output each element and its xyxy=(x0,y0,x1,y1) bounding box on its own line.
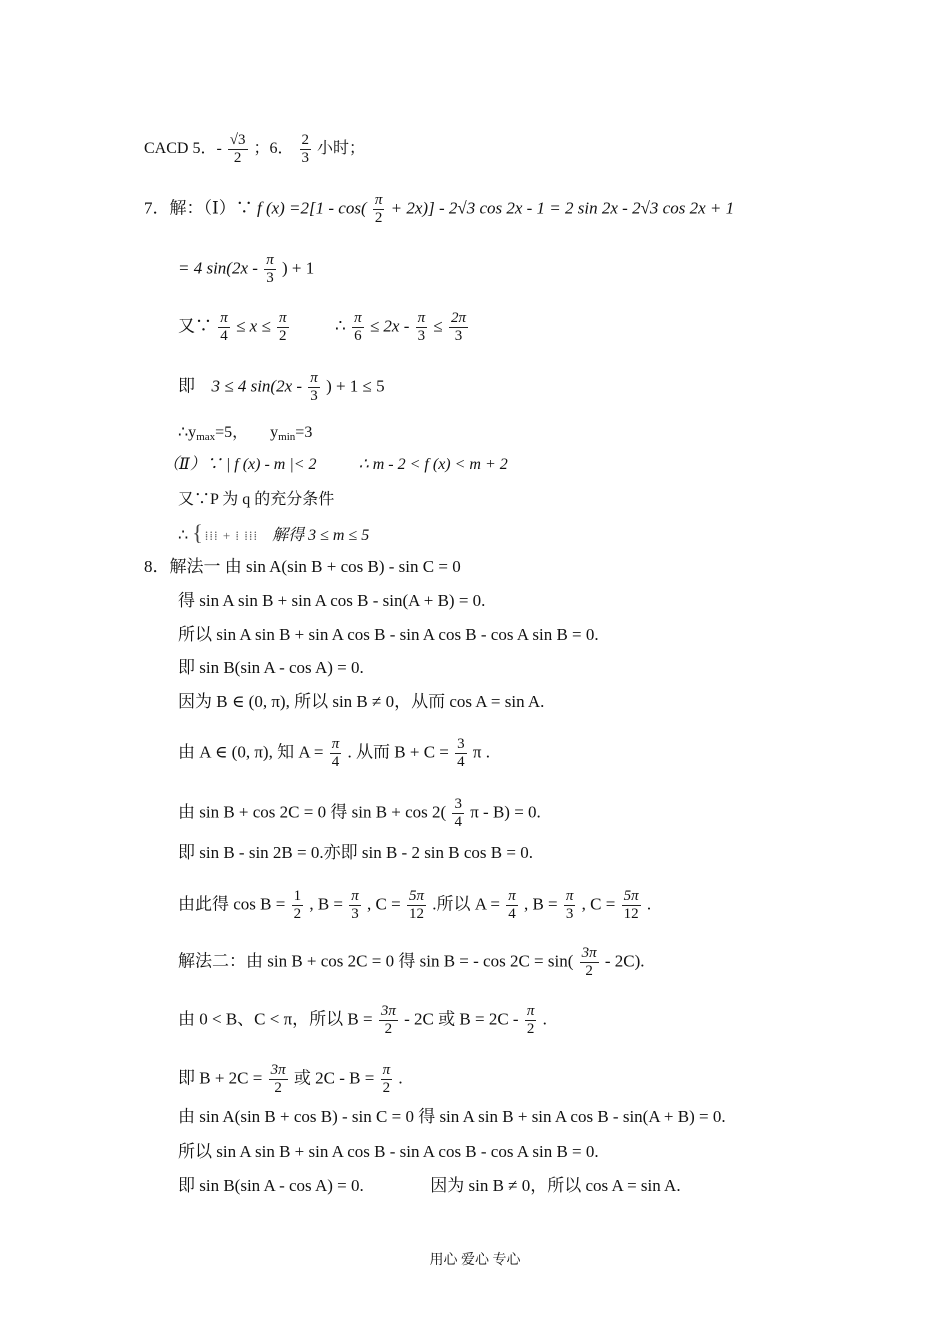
three-denominator: 3 xyxy=(417,328,426,344)
q7-line2 xyxy=(178,252,314,287)
part2-tail: ∴ m - 2 < f (x) < m + 2 xyxy=(358,456,508,473)
q8-m4-c: . xyxy=(398,1068,403,1088)
q8-method2-line4 xyxy=(178,1107,726,1127)
q8-l6-b: . 从而 B + C = xyxy=(347,742,449,762)
q8-l9-e: , B = xyxy=(523,894,558,914)
q8-l8: 即 sin B - sin 2B = 0.亦即 sin B - 2 sin B cos B = 0. xyxy=(178,843,533,862)
q8-l9-c: , C = xyxy=(367,894,401,914)
answers-prefix: CACD 5．- xyxy=(144,140,222,158)
three-denominator: 3 xyxy=(454,328,463,344)
three-denominator: 3 xyxy=(266,270,274,286)
pi-numerator: π xyxy=(565,888,574,904)
q8-l9-b: , B = xyxy=(309,894,344,914)
q8-m7-a: 即 sin B(sin A - cos A) = 0. xyxy=(178,1176,364,1195)
fraction-pi-over-3b xyxy=(416,310,428,345)
q8-method2-line5 xyxy=(178,1142,599,1162)
q5-numerator: √3 xyxy=(229,132,246,148)
q8-l4: 即 sin B(sin A - cos A) = 0. xyxy=(178,658,364,677)
q8-l1: 8．解法一 由 sin A(sin B + cos B) - sin C = 0 xyxy=(144,557,461,576)
fraction-pi-over-3e xyxy=(564,888,576,923)
q8-line9 xyxy=(178,888,651,923)
q8-l6-a: 由 A ∈ (0, π), 知 A = xyxy=(178,742,324,762)
q8-l9-g: . xyxy=(646,894,652,914)
fraction-3-over-4 xyxy=(455,736,467,771)
three-pi-numerator: 3π xyxy=(581,945,597,961)
q8-m3-a: 由 0 < B、C < π，所以 B = xyxy=(178,1009,373,1029)
ineq-a: 3 ≤ 4 sin(2x - xyxy=(211,376,303,396)
four-denominator: 4 xyxy=(454,814,462,830)
fraction-2pi-over-3 xyxy=(449,310,468,345)
q7-line3 xyxy=(178,310,470,345)
fraction-pi-over-4c xyxy=(506,888,518,923)
fraction-pi-over-3 xyxy=(264,252,276,287)
page-footer: 用心 爱心 专心 xyxy=(429,1253,521,1268)
ji-label: 即 xyxy=(178,376,195,396)
pi-numerator: π xyxy=(374,192,383,208)
pi-numerator: π xyxy=(354,310,362,326)
q8-line4 xyxy=(178,658,364,678)
q8-m2-b: - 2C). xyxy=(604,951,645,971)
q7-line4 xyxy=(178,370,385,405)
q8-line3 xyxy=(178,625,599,645)
three-pi-numerator: 3π xyxy=(380,1003,396,1019)
pi-numerator: π xyxy=(310,370,318,386)
three-denominator: 3 xyxy=(351,906,359,922)
q8-m3-c: . xyxy=(542,1009,547,1029)
ymin-label: y xyxy=(270,424,279,441)
pi-numerator: π xyxy=(417,310,426,326)
q8-m6: 所以 sin A sin B + sin A cos B - sin A cos B - cos A sin B = 0. xyxy=(178,1142,599,1161)
q8-m3-b: - 2C 或 B = 2C - xyxy=(404,1009,519,1029)
two-denominator: 2 xyxy=(382,1080,391,1096)
q8-l9-a: 由此得 cos B = xyxy=(178,894,286,914)
fraction-pi-over-4b xyxy=(330,736,342,771)
q8-method2-line3 xyxy=(178,1062,403,1097)
two-denominator: 2 xyxy=(384,1021,393,1037)
also-since: 又∵ xyxy=(178,316,212,336)
ymin-value: =3 xyxy=(295,424,313,441)
q7-line5-extrema xyxy=(178,423,312,447)
fraction-q5 xyxy=(228,132,248,167)
pi-numerator: π xyxy=(266,252,274,268)
fraction-3pi-over-2c xyxy=(269,1062,288,1097)
part2-head: （Ⅱ）∵ | f (x) - m |< 2 xyxy=(163,456,317,473)
q8-l9-f: , C = xyxy=(581,894,616,914)
four-denominator: 4 xyxy=(331,754,340,770)
q8-method2-line1 xyxy=(178,945,645,980)
conclude-tail: 解得 3 ≤ m ≤ 5 xyxy=(272,527,370,544)
three-denominator: 3 xyxy=(565,906,574,922)
ymax-value: =5， xyxy=(215,424,249,441)
q7-head: 7．解：（Ⅰ）∵ xyxy=(144,198,253,218)
two-denominator: 2 xyxy=(278,328,287,344)
fraction-1-over-2 xyxy=(292,888,304,923)
q8-l7-a: 由 sin B + cos 2C = 0 得 sin B + cos 2( xyxy=(178,802,447,822)
pi-numerator: π xyxy=(331,736,340,752)
q7-line1 xyxy=(144,192,734,227)
therefore-symbol: ∴ xyxy=(335,316,346,336)
twelve-denominator: 12 xyxy=(408,906,424,922)
range2-le: ≤ xyxy=(433,316,443,336)
fraction-pi-over-2d xyxy=(381,1062,393,1097)
fraction-pi-over-4 xyxy=(218,310,230,345)
two-pi-numerator: 2π xyxy=(451,310,467,326)
four-denominator: 4 xyxy=(508,906,516,922)
twelve-denominator: 12 xyxy=(623,906,639,922)
three-numerator: 3 xyxy=(457,736,465,752)
q7-conclusion xyxy=(178,520,370,546)
pi-numerator: π xyxy=(508,888,516,904)
q8-l6-c: π . xyxy=(472,742,490,762)
q8-l2: 得 sin A sin B + sin A cos B - sin(A + B) = 0. xyxy=(178,591,486,610)
range2-mid: ≤ 2x - xyxy=(369,316,410,336)
min-subscript: min xyxy=(278,431,296,443)
two-denominator: 2 xyxy=(526,1021,535,1037)
q7-expr-a: f (x) =2[1 - cos( xyxy=(256,198,367,218)
q5-denominator: 2 xyxy=(233,150,242,166)
ymax-label: ∴y xyxy=(178,424,197,441)
fraction-5pi-over-12 xyxy=(407,888,426,923)
fraction-pi-over-3d xyxy=(349,888,361,923)
left-brace-icon: { xyxy=(192,520,201,545)
fraction-pi-over-2b xyxy=(277,310,289,345)
fraction-q6 xyxy=(300,132,312,167)
six-denominator: 6 xyxy=(354,328,362,344)
q8-l3: 所以 sin A sin B + sin A cos B - sin A cos B - cos A sin B = 0. xyxy=(178,625,599,644)
four-denominator: 4 xyxy=(457,754,465,770)
q8-line5 xyxy=(178,692,544,712)
q7-part2 xyxy=(163,455,508,475)
five-pi-numerator: 5π xyxy=(623,888,639,904)
q7-eq2-a: = 4 sin(2x - xyxy=(178,258,258,278)
three-denominator: 3 xyxy=(310,388,318,404)
answers-mid: ；6． xyxy=(253,140,294,158)
fraction-pi-over-6 xyxy=(352,310,364,345)
q7-condition xyxy=(178,490,334,510)
q8-m2-a: 解法二：由 sin B + cos 2C = 0 得 sin B = - cos 2C = sin( xyxy=(178,951,574,971)
two-denominator: 2 xyxy=(585,963,593,979)
q8-line8 xyxy=(178,843,533,863)
fraction-3-over-4b xyxy=(452,796,464,831)
five-pi-numerator: 5π xyxy=(408,888,424,904)
ineq-b: ) + 1 ≤ 5 xyxy=(326,376,385,396)
fraction-5pi-over-12b xyxy=(622,888,641,923)
q6-numerator: 2 xyxy=(301,132,310,148)
two-denominator: 2 xyxy=(374,210,383,226)
two-denominator: 2 xyxy=(293,906,302,922)
q8-l5: 因为 B ∈ (0, π), 所以 sin B ≠ 0，从而 cos A = sin A. xyxy=(178,692,545,711)
q8-m4-a: 即 B + 2C = xyxy=(178,1068,263,1088)
pi-numerator: π xyxy=(351,888,359,904)
garbled-system: ⁞⁞⁞ + ⁞ ⁞⁞⁞ xyxy=(204,528,259,543)
q8-m5: 由 sin A(sin B + cos B) - sin C = 0 得 sin A sin B + sin A cos B - sin(A + B) = 0. xyxy=(178,1107,726,1126)
answers-line xyxy=(144,132,365,167)
q8-l7-b: π - B) = 0. xyxy=(470,802,541,822)
three-pi-numerator: 3π xyxy=(270,1062,286,1078)
fraction-3pi-over-2 xyxy=(580,945,599,980)
q8-method2-line2 xyxy=(178,1003,547,1038)
q8-line1 xyxy=(144,557,461,577)
fraction-pi-over-2 xyxy=(373,192,385,227)
q8-line2 xyxy=(178,591,485,611)
q8-m7-b: 因为 sin B ≠ 0，所以 cos A = sin A. xyxy=(430,1176,681,1195)
fraction-pi-over-3c xyxy=(308,370,320,405)
four-denominator: 4 xyxy=(220,328,228,344)
pi-numerator: π xyxy=(382,1062,391,1078)
q7-expr-b: + 2x)] - 2√3 cos 2x - 1 = 2 sin 2x - 2√3 cos 2x + 1 xyxy=(390,198,735,218)
pi-numerator: π xyxy=(526,1003,535,1019)
q8-m4-b: 或 2C - B = xyxy=(293,1068,375,1088)
pi-numerator: π xyxy=(220,310,228,326)
pi-numerator: π xyxy=(278,310,287,326)
max-subscript: max xyxy=(196,431,216,443)
fraction-pi-over-2c xyxy=(525,1003,537,1038)
q6-denominator: 3 xyxy=(301,150,310,166)
q8-method2-line6 xyxy=(178,1176,681,1196)
q8-l9-d: .所以 A = xyxy=(432,894,500,914)
conclude-therefore: ∴ xyxy=(178,527,189,544)
three-numerator: 3 xyxy=(454,796,462,812)
one-numerator: 1 xyxy=(293,888,302,904)
q8-line6 xyxy=(178,736,490,771)
range-mid: ≤ x ≤ xyxy=(236,316,271,336)
two-denominator: 2 xyxy=(274,1080,282,1096)
fraction-3pi-over-2b xyxy=(379,1003,398,1038)
q8-line7 xyxy=(178,796,541,831)
q7-eq2-b: ) + 1 xyxy=(281,258,315,278)
answers-suffix: 小时； xyxy=(317,140,366,158)
condition-text: 又∵P 为 q 的充分条件 xyxy=(178,491,335,508)
